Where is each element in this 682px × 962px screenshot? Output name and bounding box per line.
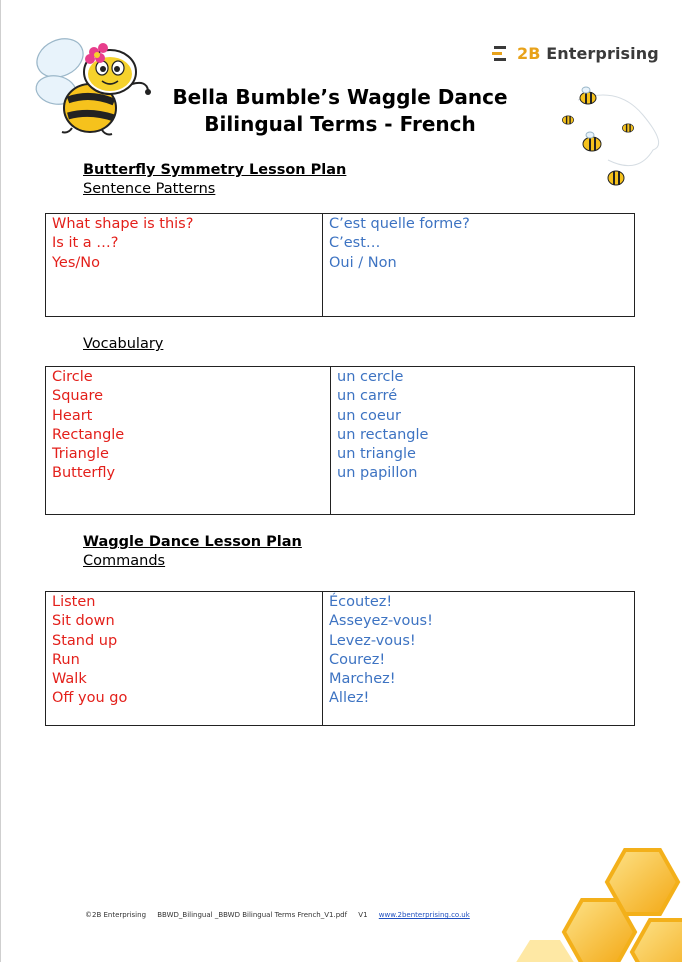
english-term: Butterfly xyxy=(52,465,116,482)
french-term: un cercle xyxy=(337,369,404,385)
title-line-1: Bella Bumble’s Waggle Dance xyxy=(172,85,508,109)
french-term: Oui / Non xyxy=(329,254,397,271)
bee-icon xyxy=(608,171,624,185)
french-term: un triangle xyxy=(337,446,416,463)
english-term: Triangle xyxy=(52,446,109,463)
french-column xyxy=(323,592,634,725)
english-term: Is it a …? xyxy=(52,235,119,252)
french-term: un papillon xyxy=(337,465,418,482)
lesson-heading-waggle-dance: Waggle Dance Lesson Plan xyxy=(83,534,302,550)
english-term: Heart xyxy=(52,407,93,424)
english-column xyxy=(46,367,331,514)
french-term: un rectangle xyxy=(337,426,429,443)
subheading-sentence-patterns: Sentence Patterns xyxy=(83,181,216,197)
bee-icon xyxy=(583,132,601,151)
french-term: un carré xyxy=(337,388,398,405)
english-term: What shape is this? xyxy=(52,216,194,232)
french-column xyxy=(331,367,634,514)
title-line-2: Bilingual Terms - French xyxy=(204,112,476,136)
brand-logo xyxy=(492,40,659,66)
subheading-vocabulary: Vocabulary xyxy=(83,336,164,352)
vocabulary-table xyxy=(45,366,635,515)
footer-version: V1 xyxy=(358,911,368,919)
english-term: Square xyxy=(52,388,104,405)
bee-icon xyxy=(562,116,573,124)
brand-name: 2B Enterprising xyxy=(517,43,659,63)
bee-mascot-illustration xyxy=(28,28,158,138)
bee-icon xyxy=(622,124,633,132)
english-term: Run xyxy=(52,651,80,668)
brand-mark-icon xyxy=(492,42,514,64)
english-column xyxy=(46,214,323,316)
page-footer xyxy=(85,911,479,919)
french-term: C’est… xyxy=(329,235,381,252)
english-term: Walk xyxy=(52,671,87,688)
page-edge xyxy=(0,0,1,962)
french-term: Levez-vous! xyxy=(329,632,416,649)
commands-table xyxy=(45,591,635,726)
honeycomb-decoration xyxy=(500,840,682,962)
english-term: Off you go xyxy=(52,690,128,707)
english-term: Stand up xyxy=(52,632,118,649)
subheading-commands: Commands xyxy=(83,553,166,569)
french-term: un coeur xyxy=(337,407,401,424)
english-term: Sit down xyxy=(52,613,115,630)
english-term: Listen xyxy=(52,594,96,610)
french-term: Écoutez! xyxy=(329,594,393,610)
footer-website-link[interactable]: www.2benterprising.co.uk xyxy=(378,911,470,919)
page-title xyxy=(150,84,530,138)
sentence-patterns-table xyxy=(45,213,635,317)
lesson-heading-butterfly-symmetry: Butterfly Symmetry Lesson Plan xyxy=(83,162,347,178)
english-term: Rectangle xyxy=(52,426,125,443)
english-term: Circle xyxy=(52,369,93,385)
footer-filename: BBWD_Bilingual _BBWD Bilingual Terms French_V1.pdf xyxy=(157,911,348,919)
french-term: Courez! xyxy=(329,651,386,668)
english-column xyxy=(46,592,323,725)
french-column xyxy=(323,214,634,316)
french-term: Allez! xyxy=(329,690,370,707)
flying-bees-decoration xyxy=(548,80,673,195)
bee-icon xyxy=(580,87,596,104)
english-term: Yes/No xyxy=(52,254,101,271)
french-term: C’est quelle forme? xyxy=(329,216,470,232)
french-term: Asseyez-vous! xyxy=(329,613,433,630)
footer-copyright: ©2B Enterprising xyxy=(85,911,147,919)
french-term: Marchez! xyxy=(329,671,396,688)
